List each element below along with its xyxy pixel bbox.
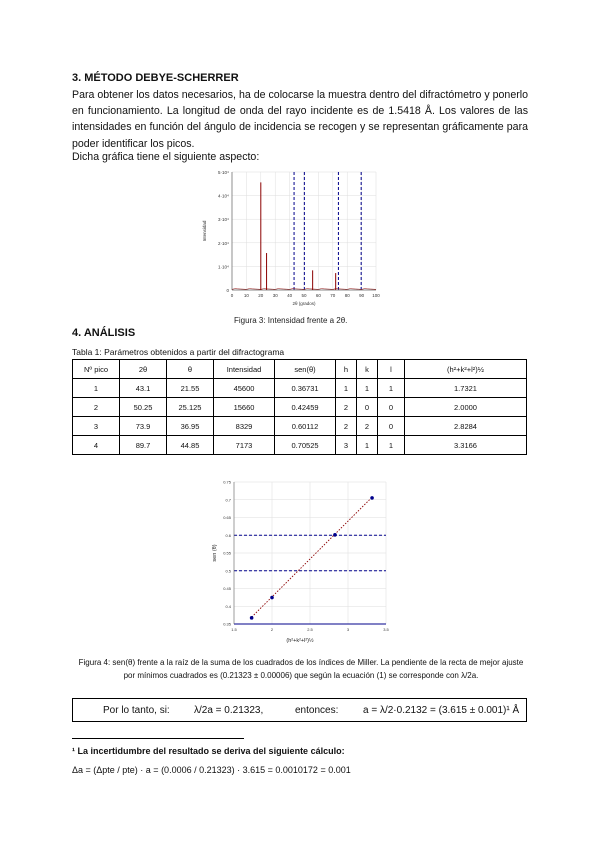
table-cell: 89.7 (120, 436, 167, 455)
result-box (72, 698, 527, 722)
y-tick-label: 5·10⁴ (218, 170, 229, 175)
y-tick-label: 0.35 (223, 621, 231, 627)
data-point (250, 616, 254, 620)
table-cell: 50.25 (120, 398, 167, 417)
table-cell: 1 (357, 436, 378, 455)
x-tick-label: 1.5 (231, 627, 237, 632)
figure-3-caption: Figura 3: Intensidad frente a 2θ. (234, 316, 348, 325)
y-tick-label: 0.5 (225, 568, 231, 574)
table-header-cell: (h²+k²+l²)½ (405, 360, 527, 379)
table-header-cell: sen(θ) (275, 360, 336, 379)
table-header-cell: l (378, 360, 405, 379)
table-cell: 21.55 (167, 379, 214, 398)
table-cell: 2 (336, 398, 357, 417)
y-tick-label: 0 (226, 288, 229, 293)
y-tick-label: 0.6 (225, 532, 231, 538)
table-cell: 45600 (214, 379, 275, 398)
table-cell: 1 (357, 379, 378, 398)
fit-line (252, 497, 372, 617)
table-cell: 3 (336, 436, 357, 455)
table-cell: 0.36731 (275, 379, 336, 398)
table-row (73, 379, 527, 398)
footnote-line-1: ¹ La incertidumbre del resultado se deriva del siguiente cálculo: (72, 746, 345, 756)
table-cell: 0 (378, 417, 405, 436)
x-tick-label: 40 (287, 293, 293, 298)
figure-3-chart (196, 166, 386, 312)
table-1-caption: Tabla 1: Parámetros obtenidos a partir del difractograma (72, 347, 285, 357)
y-tick-label: 0.45 (223, 586, 231, 591)
table-header-cell: 2θ (120, 360, 167, 379)
y-tick-label: 0.55 (223, 550, 231, 556)
figure-4-caption: Figura 4: sen(θ) frente a la raíz de la suma de los cuadrados de los índices de Miller. La pendiente de la recta de mejor ajuste por mínimos cuadrados es (0.21323 ± 0.00006) que según la ecuación (1) se corresponde con λ/2a. (78, 658, 524, 680)
table-cell: 2.0000 (405, 398, 527, 417)
table-cell: 3.3166 (405, 436, 527, 455)
table-cell: 36.95 (167, 417, 214, 436)
table-header-cell: Intensidad (214, 360, 275, 379)
result-mid: entonces: (295, 705, 339, 716)
table-cell: 1 (73, 379, 120, 398)
table-cell: 8329 (214, 417, 275, 436)
table-header-cell: k (357, 360, 378, 379)
y-tick-label: 0.75 (223, 479, 231, 485)
table-cell: 0 (357, 398, 378, 417)
section-3-paragraph: Para obtener los datos necesarios, ha de colocarse la muestra dentro del difractómetro y ponerlo en funcionamiento. La longitud de onda del rayo incidente es de 1.5418 Å. Los valores de las intensidades en función del ángulo de incidencia se recogen y se representan gráficamente para poder identificar los picos. (72, 89, 528, 150)
x-tick-label: 90 (359, 293, 365, 298)
table-header-cell: h (336, 360, 357, 379)
y-axis-label: sen (θ) (212, 544, 218, 562)
result-eq-1: λ/2a = 0.21323, (194, 705, 264, 716)
x-tick-label: 3.5 (383, 627, 389, 632)
table-cell: 0 (378, 398, 405, 417)
table-row (73, 417, 527, 436)
y-axis-label: Intensidad (202, 220, 207, 242)
y-tick-label: 1·10⁴ (218, 264, 229, 270)
x-tick-label: 20 (258, 293, 264, 298)
table-cell: 1 (336, 379, 357, 398)
table-cell: 2 (336, 417, 357, 436)
table-cell: 4 (73, 436, 120, 455)
table-cell: 25.125 (167, 398, 214, 417)
table-cell: 15660 (214, 398, 275, 417)
table-cell: 0.70525 (275, 436, 336, 455)
x-tick-label: 30 (272, 293, 278, 298)
table-cell: 44.85 (167, 436, 214, 455)
x-axis-label: (h²+k²+l²)½ (286, 638, 314, 644)
table-header-cell: Nº pico (73, 360, 120, 379)
section-3-paragraph-2: Dicha gráfica tiene el siguiente aspecto: (72, 151, 260, 163)
x-axis-label: 2θ (grados) (292, 301, 316, 306)
x-tick-label: 2.5 (307, 627, 313, 632)
x-tick-label: 60 (315, 293, 321, 298)
x-tick-label: 50 (301, 293, 307, 298)
parameters-table (72, 359, 527, 455)
y-tick-label: 3·10⁴ (218, 217, 229, 223)
y-tick-label: 0.7 (225, 497, 231, 503)
table-cell: 0.42459 (275, 398, 336, 417)
table-cell: 2 (357, 417, 378, 436)
table-cell: 2.8284 (405, 417, 527, 436)
footnote-separator (72, 738, 244, 739)
x-tick-label: 100 (372, 293, 380, 298)
data-point (370, 496, 374, 500)
table-cell: 0.60112 (275, 417, 336, 436)
x-tick-label: 10 (243, 293, 249, 298)
x-tick-label: 80 (344, 293, 350, 298)
table-row (73, 436, 527, 455)
table-cell: 43.1 (120, 379, 167, 398)
x-tick-label: 2 (270, 627, 274, 632)
table-row (73, 398, 527, 417)
table-cell: 2 (73, 398, 120, 417)
result-eq-2: a = λ/2·0.2132 = (3.615 ± 0.001)¹ Å (363, 705, 520, 716)
y-tick-label: 2·10⁴ (218, 240, 229, 246)
table-header-row (73, 360, 527, 379)
result-lead: Por lo tanto, si: (103, 705, 170, 716)
table-cell: 1.7321 (405, 379, 527, 398)
y-tick-label: 0.4 (225, 603, 231, 609)
figure-4-chart (210, 478, 390, 648)
data-point (333, 533, 337, 537)
table-cell: 7173 (214, 436, 275, 455)
y-tick-label: 4·10⁴ (218, 193, 229, 199)
x-tick-label: 0 (230, 293, 234, 298)
table-header-cell: θ (167, 360, 214, 379)
footnote-line-2: Δa = (Δpte / pte) · a = (0.0006 / 0.21323) · 3.615 = 0.0010172 = 0.001 (72, 765, 351, 775)
table-cell: 73.9 (120, 417, 167, 436)
table-cell: 1 (378, 379, 405, 398)
table-cell: 3 (73, 417, 120, 436)
section-4-heading: 4. ANÁLISIS (72, 327, 136, 339)
data-point (270, 596, 274, 600)
y-tick-label: 0.65 (223, 515, 231, 520)
x-tick-label: 3 (346, 627, 350, 632)
table-cell: 1 (378, 436, 405, 455)
x-tick-label: 70 (330, 293, 336, 298)
section-3-heading: 3. MÉTODO DEBYE-SCHERRER (72, 72, 239, 84)
